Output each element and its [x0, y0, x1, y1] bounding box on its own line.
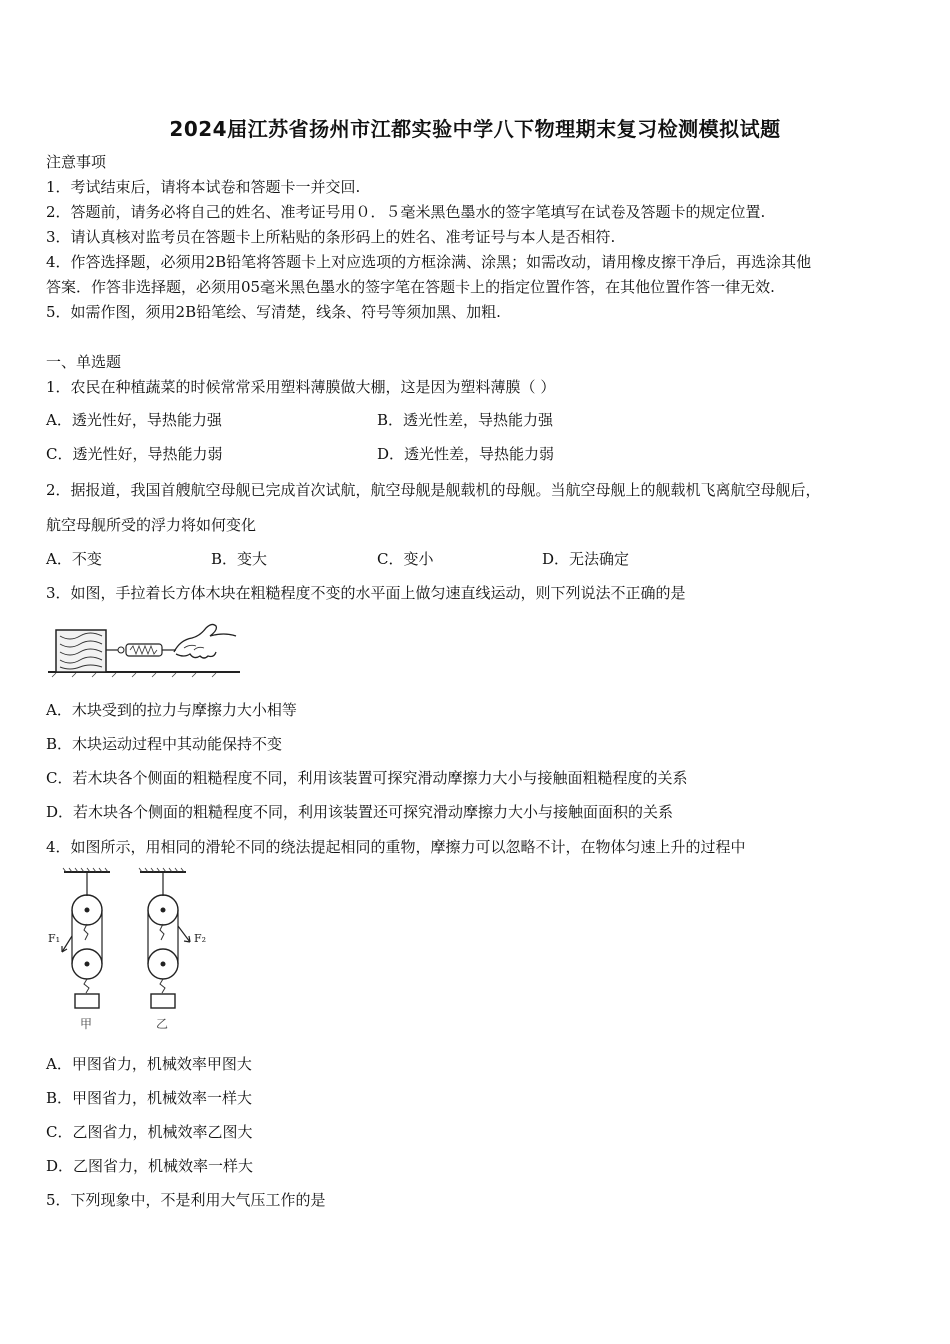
page-title: 2024届江苏省扬州市江都实验中学八下物理期末复习检测模拟试题 — [169, 117, 781, 141]
block-pull-figure — [46, 612, 242, 678]
q2-option-c: C．变小 — [377, 550, 434, 568]
q2-option-d: D．无法确定 — [542, 550, 630, 568]
q2-option-b: B．变大 — [211, 550, 268, 568]
notice-heading: 注意事项 — [46, 153, 107, 171]
q2-option-a: A．不变 — [46, 550, 102, 568]
q3-option-a: A．木块受到的拉力与摩擦力大小相等 — [46, 701, 297, 719]
notice-item: 4．作答选择题，必须用2B铅笔将答题卡上对应选项的方框涂满、涂黑；如需改动，请用橡皮擦干净后，再选涂其他 — [46, 253, 812, 271]
force-f1-label: F₁ — [48, 932, 61, 945]
notice-item: 1．考试结束后，请将本试卷和答题卡一并交回. — [46, 178, 361, 196]
pulley-yi — [139, 868, 206, 1031]
force-f2-label: F₂ — [194, 932, 207, 945]
q1-option-b: B．透光性差，导热能力强 — [377, 411, 554, 429]
q3-option-b: B．木块运动过程中其动能保持不变 — [46, 735, 283, 753]
hand-icon — [174, 624, 236, 658]
q3-option-d: D．若木块各个侧面的粗糙程度不同，利用该装置还可探究滑动摩擦力大小与接触面面积的关系 — [46, 803, 674, 821]
q4-option-c: C．乙图省力，机械效率乙图大 — [46, 1123, 253, 1141]
notice-item: 2．答题前，请务必将自己的姓名、准考证号用０．５毫米黑色墨水的签字笔填写在试卷及答题卡的规定位置. — [46, 203, 766, 221]
q1-option-c: C．透光性好，导热能力弱 — [46, 445, 223, 463]
notice-item: 答案．作答非选择题，必须用05毫米黑色墨水的签字笔在答题卡上的指定位置作答，在其他位置作答一律无效. — [46, 278, 775, 296]
q1-option-d: D．透光性差，导热能力弱 — [377, 445, 555, 463]
wood-block — [56, 630, 106, 672]
figure-caption-jia: 甲 — [80, 1017, 93, 1031]
question-2-stem: 2．据报道，我国首艘航空母舰已完成首次试航，航空母舰是舰载机的母舰。当航空母舰上的舰载机飞离航空母舰后， — [46, 481, 821, 499]
section-heading: 一、单选题 — [46, 353, 122, 371]
q3-option-c: C．若木块各个侧面的粗糙程度不同，利用该装置可探究滑动摩擦力大小与接触面粗糙程度的关系 — [46, 769, 688, 787]
question-3-stem: 3．如图，手拉着长方体木块在粗糙程度不变的水平面上做匀速直线运动，则下列说法不正确的是 — [46, 584, 686, 602]
notice-item: 5．如需作图，须用2B铅笔绘、写清楚，线条、符号等须加黑、加粗. — [46, 303, 501, 321]
notice-item: 3．请认真核对监考员在答题卡上所粘贴的条形码上的姓名、准考证号与本人是否相符. — [46, 228, 616, 246]
question-5-stem: 5．下列现象中，不是利用大气压工作的是 — [46, 1191, 326, 1209]
question-1-stem: 1．农民在种植蔬菜的时候常常采用塑料薄膜做大棚，这是因为塑料薄膜（ ） — [46, 378, 556, 396]
q4-option-b: B．甲图省力，机械效率一样大 — [46, 1089, 253, 1107]
question-4-stem: 4．如图所示，用相同的滑轮不同的绕法提起相同的重物，摩擦力可以忽略不计，在物体匀速上升的过程中 — [46, 838, 746, 856]
spring-scale — [126, 644, 162, 656]
pulley-figure — [44, 866, 214, 1032]
q4-option-a: A．甲图省力，机械效率甲图大 — [46, 1055, 252, 1073]
q4-option-d: D．乙图省力，机械效率一样大 — [46, 1157, 254, 1175]
pulley-jia — [48, 868, 110, 1031]
question-2-stem-cont: 航空母舰所受的浮力将如何变化 — [46, 516, 257, 534]
figure-caption-yi: 乙 — [156, 1017, 169, 1031]
q1-option-a: A．透光性好，导热能力强 — [46, 411, 222, 429]
